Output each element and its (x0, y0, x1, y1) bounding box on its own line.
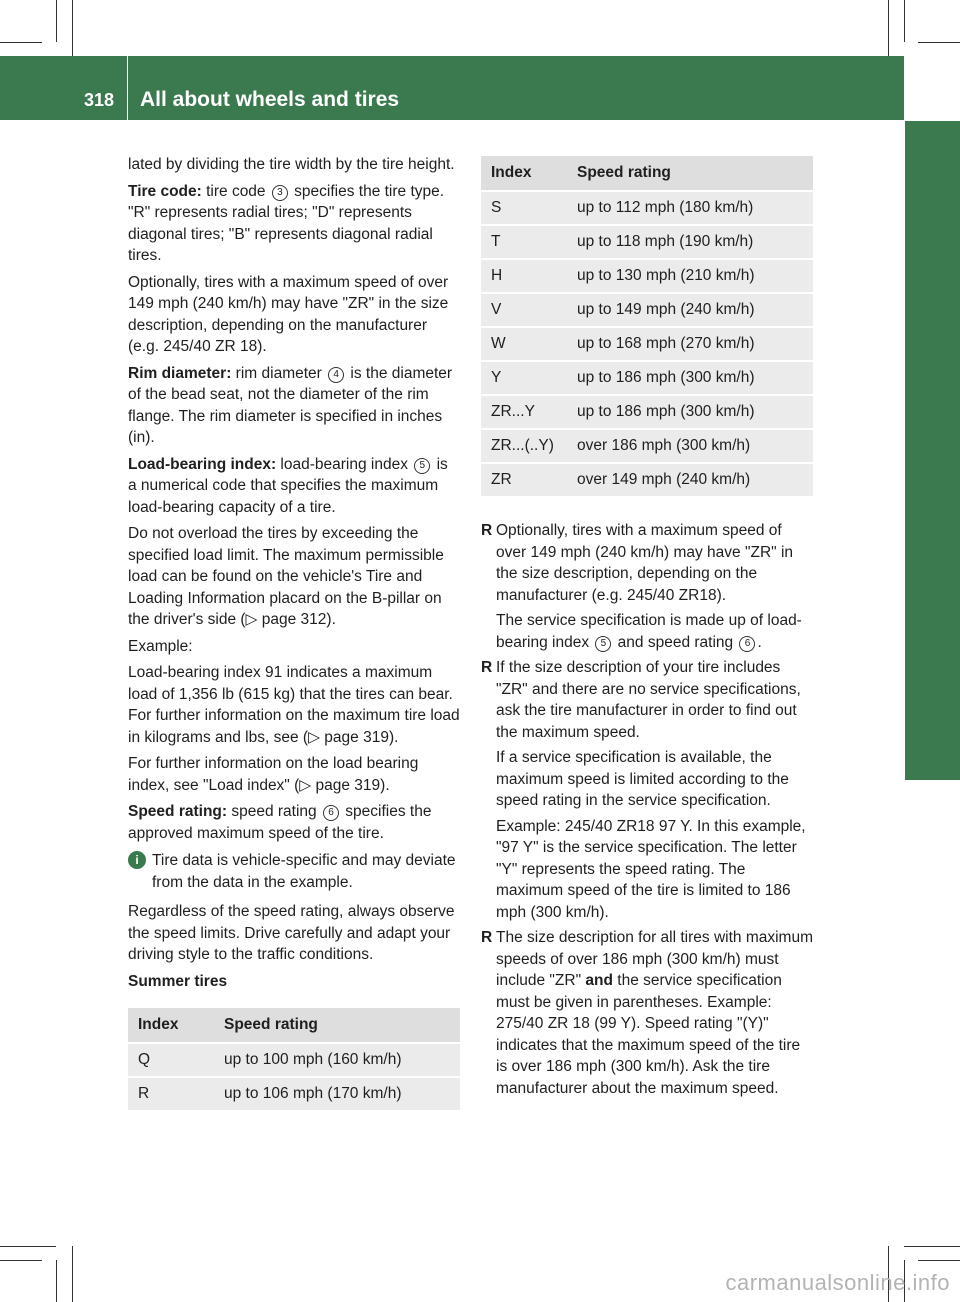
table-row (128, 1078, 460, 1110)
table-cell: over 149 mph (240 km/h) (567, 464, 813, 496)
term-label: Rim diameter: (128, 364, 232, 382)
watermark: carmanualsonline.info (725, 1270, 950, 1295)
table-header-row (128, 1008, 460, 1042)
page-ref-link[interactable]: page 312). (257, 611, 336, 628)
table-row (128, 1044, 460, 1076)
table-row (481, 260, 813, 292)
table-row (481, 226, 813, 258)
table-cell: up to 186 mph (300 km/h) (567, 396, 813, 428)
table-cell: T (481, 226, 567, 258)
paragraph-load-index: Load-bearing index: load-bearing index 5 is a numerical code that specifies the maximum load-bearing capacity of a tire. (128, 455, 448, 516)
header-band (0, 56, 904, 120)
bullet-list (481, 520, 813, 1099)
callout-number: 5 (595, 636, 611, 652)
page-ref-arrow-icon: ▷ (299, 776, 312, 794)
table-cell: H (481, 260, 567, 292)
bullet-icon: R (481, 929, 493, 946)
table-cell: ZR...(..Y) (481, 430, 567, 462)
callout-number: 4 (328, 367, 344, 383)
left-column (128, 154, 460, 1112)
page-ref-arrow-icon: ▷ (308, 728, 320, 746)
page-title: All about wheels and tires (140, 88, 400, 111)
table-cell: Y (481, 362, 567, 394)
paragraph: Example: (128, 637, 193, 655)
crop-mark (0, 1260, 42, 1261)
info-icon: i (128, 851, 146, 869)
crop-mark (0, 1246, 56, 1247)
table-cell: over 186 mph (300 km/h) (567, 430, 813, 462)
paragraph-tire-code: Tire code: tire code 3 specifies the tire type. "R" represents radial tires; "D" represents diagonal tires; "B" represents diagonal radial tires. (128, 182, 445, 264)
callout-number: 6 (739, 636, 755, 652)
right-column (481, 154, 813, 1103)
table-cell: R (128, 1078, 214, 1110)
summer-tires-table (128, 1006, 460, 1112)
table-cell: up to 118 mph (190 km/h) (567, 226, 813, 258)
table-cell: up to 149 mph (240 km/h) (567, 294, 813, 326)
speed-rating-table (481, 154, 813, 498)
paragraph: Regardless of the speed rating, always observe the speed limits. Drive carefully and adapt your driving style to the traffic conditions. (128, 903, 455, 963)
table-cell: Q (128, 1044, 214, 1076)
crop-mark (72, 0, 73, 56)
table-row (481, 464, 813, 496)
table-row (481, 192, 813, 224)
crop-mark (888, 0, 889, 56)
callout-number: 5 (414, 458, 430, 474)
table-row (481, 396, 813, 428)
page-number: 318 (84, 90, 115, 110)
paragraph: The size description for all tires with maximum speeds of over 186 mph (300 km/h) must include "ZR" and the service specification must be given in parentheses. Example: 275/40 ZR 18 (99 Y). Speed rating "(Y)" indicates that the maximum speed of the tire is over 186 mph (300 km/h). Ask the tire manufacturer about the maximum speed. (496, 929, 813, 1097)
info-text: Tire data is vehicle-specific and may deviate from the data in the example. (152, 852, 456, 891)
callout-number: 3 (272, 185, 288, 201)
table-cell: ZR (481, 464, 567, 496)
paragraph: Do not overload the tires by exceeding the specified load limit. The maximum permissible load can be found on the vehicle's Tire and Loading Information placard on the B-pillar on the driver's side (▷ page 312). (128, 525, 444, 628)
paragraph: If a service specification is available, the maximum speed is limited according to the speed rating in the service specification. (496, 749, 789, 809)
paragraph: The service specification is made up of load-bearing index 5 and speed rating 6 . (496, 612, 802, 651)
crop-mark (56, 1260, 57, 1302)
table-cell: up to 100 mph (160 km/h) (214, 1044, 460, 1076)
callout-number: 6 (323, 805, 339, 821)
bullet-icon: R (481, 659, 493, 676)
paragraph: For further information on the load bearing index, see "Load index" (▷ page 319). (128, 755, 419, 794)
table-row (481, 362, 813, 394)
table-header-row (481, 156, 813, 190)
paragraph: If the size description of your tire includes "ZR" and there are no service specifications, ask the tire manufacturer in order to find out the maximum speed. (496, 659, 801, 741)
page-ref-arrow-icon: ▷ (245, 611, 258, 628)
paragraph-speed-rating: Speed rating: speed rating 6 specifies the approved maximum speed of the tire. (128, 803, 432, 842)
paragraph: Load-bearing index 91 indicates a maximum load of 1,356 lb (615 kg) that the tires can bear. For further information on the maximum tire load in kilograms and lbs, see (▷ page 319). (128, 664, 460, 746)
table-row (481, 328, 813, 360)
bullet-icon: R (481, 522, 493, 539)
paragraph: Example: 245/40 ZR18 97 Y. In this example, "97 Y" is the service specification. The letter "Y" represents the speed rating. The maximum speed of the tire is limited to 186 mph (300 km/h). (496, 817, 806, 921)
column-header: Speed rating (567, 156, 813, 190)
term-label: Tire code: (128, 182, 202, 200)
crop-mark (0, 42, 42, 43)
list-item (481, 520, 813, 653)
paragraph-rim-diameter: Rim diameter: rim diameter 4 is the diameter of the bead seat, not the diameter of the rim flange. The rim diameter is specified in inches (in). (128, 364, 453, 446)
table-cell: up to 168 mph (270 km/h) (567, 328, 813, 360)
crop-mark (56, 0, 57, 42)
table-cell: up to 186 mph (300 km/h) (567, 362, 813, 394)
table-cell: up to 106 mph (170 km/h) (214, 1078, 460, 1110)
table-cell: up to 130 mph (210 km/h) (567, 260, 813, 292)
page-ref-link[interactable]: page 319). (319, 728, 399, 746)
table-cell: V (481, 294, 567, 326)
side-tab-label: Wheels and tires (919, 572, 944, 748)
table-cell: W (481, 328, 567, 360)
crop-mark (918, 1260, 960, 1261)
column-header: Index (128, 1008, 214, 1042)
column-header: Index (481, 156, 567, 190)
table-row (481, 294, 813, 326)
header-divider (127, 56, 128, 120)
column-header: Speed rating (214, 1008, 460, 1042)
paragraph: Optionally, tires with a maximum speed of over 149 mph (240 km/h) may have "ZR" in the size description, depending on the manufacturer (e.g. 245/40 ZR18). (496, 522, 794, 604)
page-ref-link[interactable]: page 319). (311, 776, 390, 794)
table-cell: up to 112 mph (180 km/h) (567, 192, 813, 224)
info-note (128, 850, 460, 893)
term-label: Speed rating: (128, 803, 228, 820)
crop-mark (918, 42, 960, 43)
term-label: Load-bearing index: (128, 455, 277, 473)
section-heading: Summer tires (128, 972, 228, 990)
table-cell: ZR...Y (481, 396, 567, 428)
list-item (481, 657, 813, 923)
list-item (481, 927, 813, 1099)
paragraph: lated by dividing the tire width by the tire height. (128, 156, 455, 173)
crop-mark (72, 1246, 73, 1302)
paragraph: Optionally, tires with a maximum speed of over 149 mph (240 km/h) may have "ZR" in the size description, depending on the manufacturer (e.g. 245/40 ZR 18). (128, 273, 449, 355)
table-row (481, 430, 813, 462)
crop-mark (904, 0, 905, 42)
crop-mark (904, 1246, 960, 1247)
table-cell: S (481, 192, 567, 224)
